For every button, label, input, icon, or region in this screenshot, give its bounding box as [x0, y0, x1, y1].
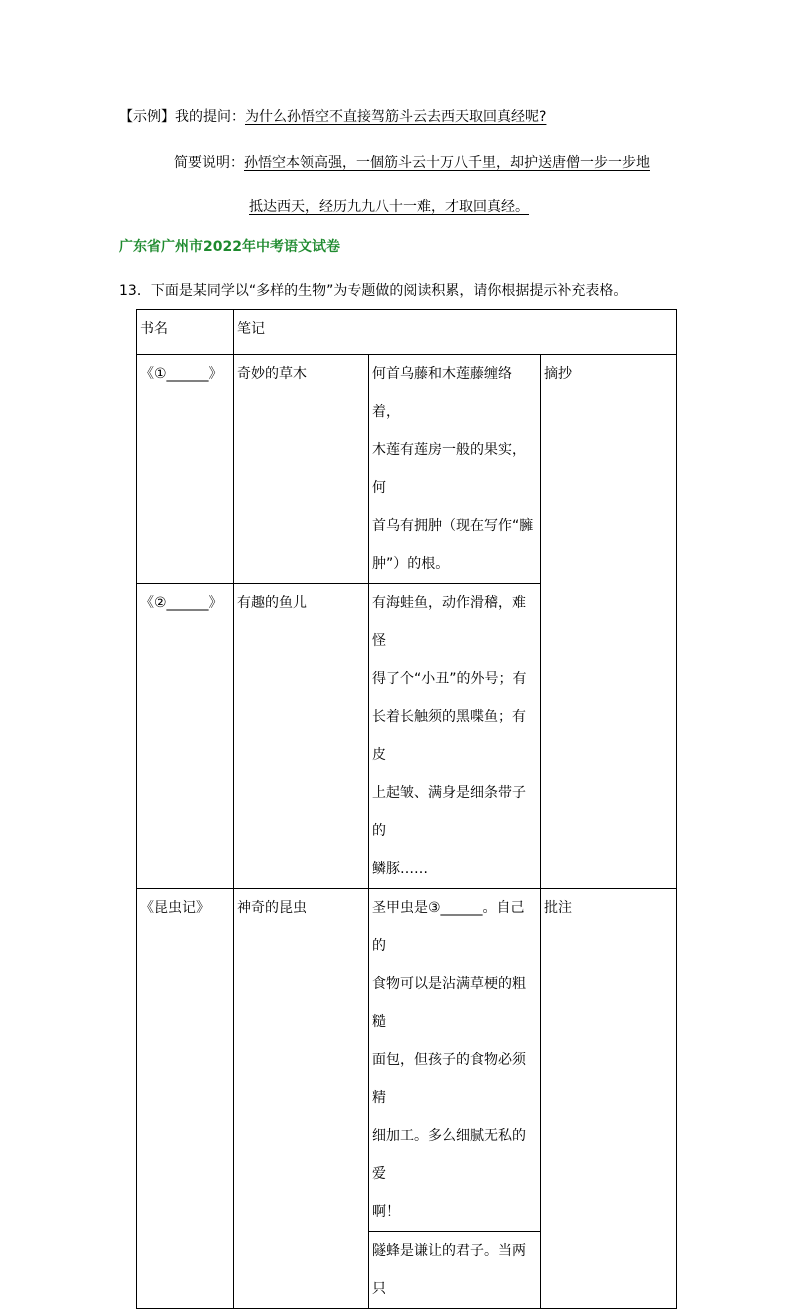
table-row — [137, 889, 677, 1232]
excerpt-cell — [369, 889, 541, 1232]
topic-cell: 神奇的昆虫 — [234, 889, 369, 1309]
excerpt-line: 肿”）的根。 — [372, 556, 450, 572]
excerpt-line: 隧蜂是谦让的君子。当两只 — [372, 1243, 526, 1297]
excerpt-cell — [369, 584, 541, 889]
book-cell: 《①______》 — [137, 355, 234, 584]
example-question: 为什么孙悟空不直接驾筋斗云去西天取回真经呢? — [245, 109, 547, 125]
table-row — [137, 355, 677, 584]
excerpt-line: 得了个“小丑”的外号；有 — [372, 671, 527, 687]
excerpt-line: 啊！ — [372, 1204, 400, 1220]
topic-cell: 有趣的鱼儿 — [234, 584, 369, 889]
excerpt-cell — [369, 355, 541, 584]
example-prefix: 【示例】我的提问： — [119, 109, 245, 125]
excerpt-cell — [369, 1232, 541, 1309]
excerpt-line: 首乌有拥肿（现在写作“臃 — [372, 518, 534, 534]
book-cell: 《昆虫记》 — [137, 889, 234, 1309]
table-header-row — [137, 310, 677, 355]
topic-cell: 奇妙的草木 — [234, 355, 369, 584]
excerpt-line: 上起皱、满身是细条带子的 — [372, 785, 526, 839]
section-heading: 广东省广州市2022年中考语文试卷 — [119, 239, 340, 255]
excerpt-line: 木莲有莲房一般的果实，何 — [372, 442, 526, 496]
excerpt-line: 面包，但孩子的食物必须精 — [372, 1052, 526, 1106]
explanation-line-1 — [174, 153, 650, 173]
header-notes: 笔记 — [234, 310, 677, 355]
book-cell: 《②______》 — [137, 584, 234, 889]
excerpt-line: 有海蛙鱼，动作滑稽，难怪 — [372, 595, 526, 649]
excerpt-line: 圣甲虫是③______。自己的 — [372, 900, 525, 954]
explanation-label: 简要说明： — [174, 155, 244, 171]
example-line — [119, 107, 546, 127]
excerpt-line: 长着长触须的黑喋鱼；有皮 — [372, 709, 526, 763]
explanation-text-2: 抵达西天，经历九九八十一难，才取回真经。 — [249, 199, 529, 215]
excerpt-line: 何首乌藤和木莲藤缠络着， — [372, 366, 512, 420]
reading-notes-table — [136, 309, 677, 1309]
excerpt-line: 食物可以是沾满草梗的粗糙 — [372, 976, 526, 1030]
type-cell: 摘抄 — [541, 355, 677, 889]
header-book: 书名 — [137, 310, 234, 355]
explanation-text-1: 孙悟空本领高强，一個筋斗云十万八千里，却护送唐僧一步一步地 — [244, 155, 650, 171]
question-text: 13．下面是某同学以“多样的生物”为专题做的阅读积累，请你根据提示补充表格。 — [119, 283, 628, 299]
excerpt-line: 细加工。多么细腻无私的爱 — [372, 1128, 526, 1182]
type-cell: 批注 — [541, 889, 677, 1309]
excerpt-line: 鳞豚…… — [372, 861, 428, 877]
